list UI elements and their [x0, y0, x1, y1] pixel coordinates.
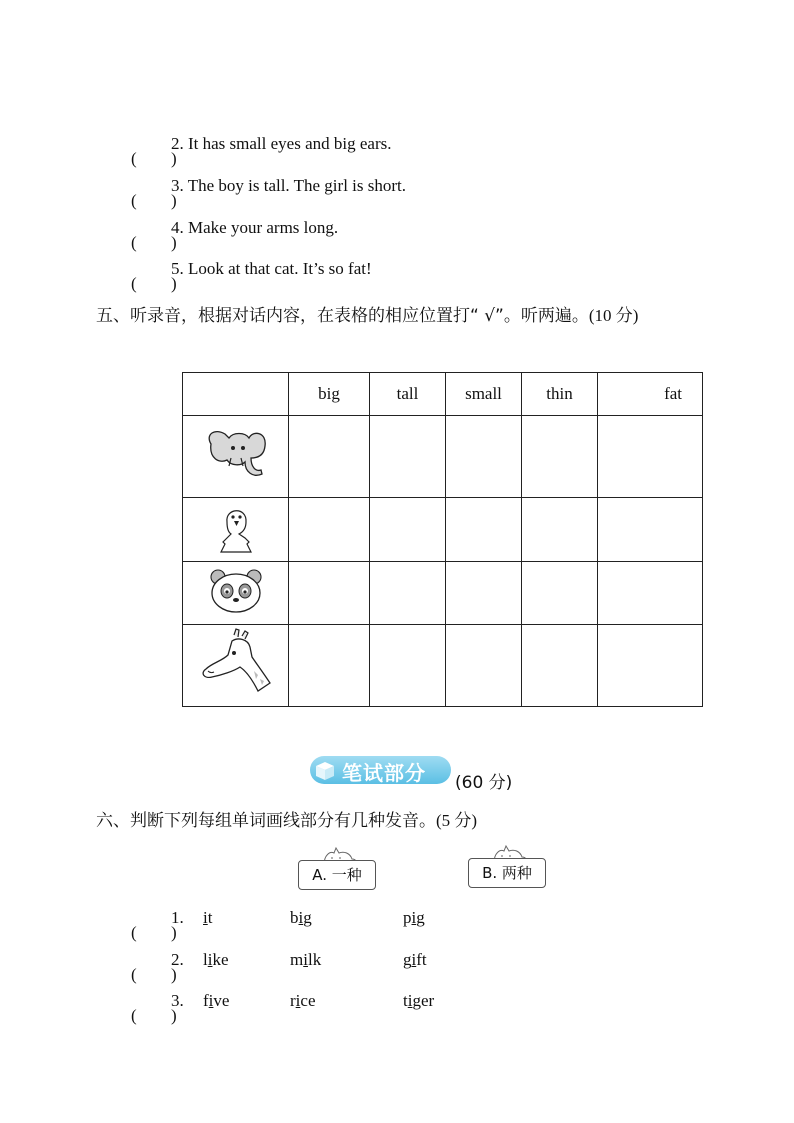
- answer-cell[interactable]: [289, 625, 370, 707]
- answer-paren-open: (: [131, 965, 137, 984]
- column-header: small: [446, 373, 522, 416]
- item-text: Look at that cat. It’s so fat!: [188, 259, 372, 278]
- answer-paren-open: (: [131, 233, 137, 252]
- elephant-icon: [201, 424, 271, 484]
- answer-cell[interactable]: [598, 625, 703, 707]
- answer-cell[interactable]: [370, 625, 446, 707]
- column-header: tall: [370, 373, 446, 416]
- listening-item-2: [131, 134, 392, 168]
- written-part-score: (60 分): [455, 773, 513, 793]
- row-picture-cell: [183, 625, 289, 707]
- item-number: 2.: [171, 134, 184, 153]
- answer-paren-close[interactable]: ): [171, 191, 177, 210]
- item-number: 1.: [171, 908, 184, 927]
- answer-cell[interactable]: [522, 625, 598, 707]
- word-3: pig: [403, 908, 425, 927]
- table-header-row: [183, 373, 703, 416]
- answer-cell[interactable]: [289, 562, 370, 625]
- word-1: it: [203, 908, 213, 927]
- table-row: [183, 498, 703, 562]
- answer-cell[interactable]: [289, 498, 370, 562]
- row-picture-cell: [183, 562, 289, 625]
- written-part-banner: [310, 756, 451, 784]
- answer-paren-close[interactable]: ): [171, 149, 177, 168]
- word-2: big: [290, 908, 312, 927]
- item-number: 5.: [171, 259, 184, 278]
- answer-cell[interactable]: [370, 498, 446, 562]
- section5-heading: [96, 301, 638, 326]
- column-header: fat: [598, 373, 703, 416]
- answer-cell[interactable]: [446, 562, 522, 625]
- section6-heading-text: 六、判断下列每组单词画线部分有几种发音。: [96, 811, 436, 831]
- item-number: 4.: [171, 218, 184, 237]
- answer-cell[interactable]: [598, 562, 703, 625]
- answer-cell[interactable]: [370, 562, 446, 625]
- answer-paren-open: (: [131, 923, 137, 942]
- item-number: 3.: [171, 176, 184, 195]
- answer-cell[interactable]: [446, 498, 522, 562]
- answer-paren-open: (: [131, 274, 137, 293]
- eagle-icon: [211, 498, 261, 556]
- item-text: The boy is tall. The girl is short.: [187, 176, 407, 195]
- section5-heading-text: 五、听录音，根据对话内容，在表格的相应位置打“ √”。听两遍。: [96, 306, 589, 326]
- answer-paren-close[interactable]: ): [171, 274, 177, 293]
- answer-table: [182, 372, 703, 707]
- cube-icon: [314, 760, 336, 782]
- answer-cell[interactable]: [598, 416, 703, 498]
- word-2: milk: [290, 950, 322, 969]
- item-number: 3.: [171, 991, 184, 1010]
- answer-paren-open: (: [131, 149, 137, 168]
- item-text: It has small eyes and big ears.: [188, 134, 392, 153]
- table-row: [183, 625, 703, 707]
- table-row: [183, 562, 703, 625]
- answer-cell[interactable]: [522, 498, 598, 562]
- answer-paren-open: (: [131, 1006, 137, 1025]
- word-3: tiger: [403, 991, 435, 1010]
- answer-paren-close[interactable]: ): [171, 233, 177, 252]
- panda-icon: [206, 567, 266, 615]
- answer-cell[interactable]: [289, 416, 370, 498]
- giraffe-icon: [198, 627, 274, 699]
- answer-paren-open: (: [131, 191, 137, 210]
- written-part-title: 笔试部分: [342, 761, 426, 785]
- section5-score: (10 分): [588, 306, 639, 325]
- answer-cell[interactable]: [446, 625, 522, 707]
- answer-cell[interactable]: [446, 416, 522, 498]
- answer-paren-close[interactable]: ): [171, 965, 177, 984]
- option-a-box: A. 一种: [298, 860, 376, 890]
- word-2: rice: [290, 991, 316, 1010]
- answer-cell[interactable]: [522, 416, 598, 498]
- table-corner-cell: [183, 373, 289, 416]
- word-3: gift: [403, 950, 427, 969]
- answer-cell[interactable]: [522, 562, 598, 625]
- answer-cell[interactable]: [598, 498, 703, 562]
- answer-cell[interactable]: [370, 416, 446, 498]
- row-picture-cell: [183, 416, 289, 498]
- column-header: thin: [522, 373, 598, 416]
- word-1: five: [203, 991, 230, 1010]
- answer-paren-close[interactable]: ): [171, 1006, 177, 1025]
- listening-item-5: [131, 259, 372, 293]
- section6-score: (5 分): [436, 811, 478, 830]
- row-picture-cell: [183, 498, 289, 562]
- listening-item-4: [131, 218, 339, 252]
- answer-paren-close[interactable]: ): [171, 923, 177, 942]
- option-b-box: B. 两种: [468, 858, 546, 888]
- section6-heading: [96, 806, 477, 831]
- column-header: big: [289, 373, 370, 416]
- item-number: 2.: [171, 950, 184, 969]
- item-text: Make your arms long.: [188, 218, 339, 237]
- table-row: [183, 416, 703, 498]
- word-1: like: [203, 950, 229, 969]
- listening-item-3: [131, 176, 407, 210]
